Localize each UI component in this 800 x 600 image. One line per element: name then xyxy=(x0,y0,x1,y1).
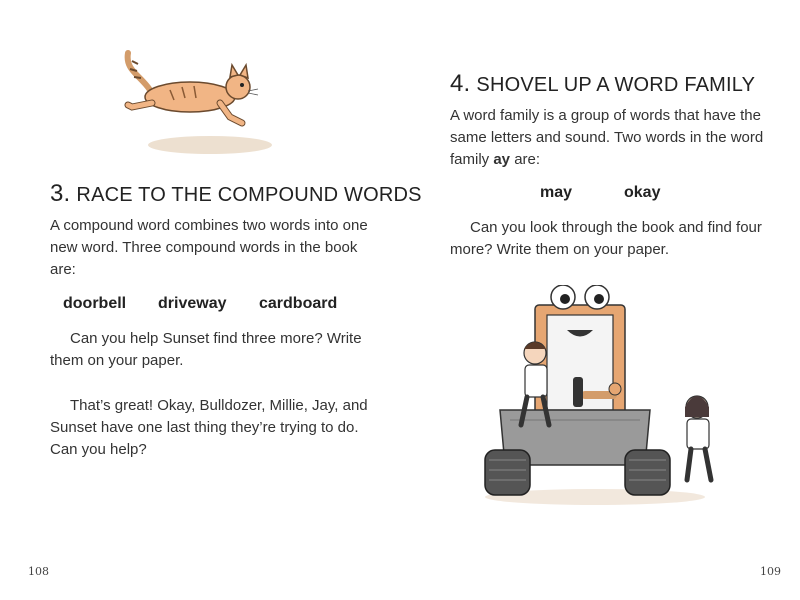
example-word: cardboard xyxy=(259,295,338,312)
find-four-paragraph xyxy=(450,217,770,261)
word-family-intro xyxy=(450,105,770,171)
intro-line xyxy=(450,149,770,171)
para-line: Can you help Sunset find three more? Write xyxy=(70,330,362,347)
heading-number: 3. xyxy=(50,180,71,207)
intro-suffix: are: xyxy=(510,151,541,168)
running-cat-illustration xyxy=(110,45,310,160)
section-4-heading xyxy=(450,70,755,98)
heading-number: 4. xyxy=(450,70,471,97)
intro-line: A word family is a group of words that have the xyxy=(450,107,761,124)
bulldozer-with-kids-and-cat-illustration xyxy=(475,285,735,515)
para-line: That’s great! Okay, Bulldozer, Millie, Jay, and xyxy=(70,397,368,414)
para-line: them on your paper. xyxy=(50,352,184,369)
intro-line: A compound word combines two words into one xyxy=(50,217,368,234)
para-line: Can you look through the book and find four xyxy=(470,219,762,236)
example-word: driveway xyxy=(158,295,227,312)
compound-word-intro xyxy=(50,215,370,281)
word-family-examples xyxy=(400,184,800,206)
intro-prefix: family xyxy=(450,151,494,168)
last-thing-paragraph xyxy=(50,395,380,461)
intro-line: new word. Three compound words in the book xyxy=(50,239,358,256)
page-number: 108 xyxy=(28,565,49,578)
heading-text: SHOVEL UP A WORD FAMILY xyxy=(476,74,756,96)
page-number: 109 xyxy=(760,565,781,578)
example-word: doorbell xyxy=(63,295,127,312)
heading-text: RACE TO THE COMPOUND WORDS xyxy=(76,184,422,206)
section-3-heading xyxy=(50,180,422,208)
word-family-ay: ay xyxy=(493,151,511,168)
example-word: may xyxy=(540,184,573,201)
help-sunset-paragraph xyxy=(50,328,370,372)
right-page xyxy=(400,0,800,600)
compound-word-examples xyxy=(0,295,400,317)
example-word: okay xyxy=(624,184,661,201)
intro-line: same letters and sound. Two words in the word xyxy=(450,129,764,146)
para-line: more? Write them on your paper. xyxy=(450,241,669,258)
intro-line: are: xyxy=(50,261,76,278)
para-line: Can you help? xyxy=(50,441,147,458)
para-line: Sunset have one last thing they’re trying to do. xyxy=(50,419,359,436)
